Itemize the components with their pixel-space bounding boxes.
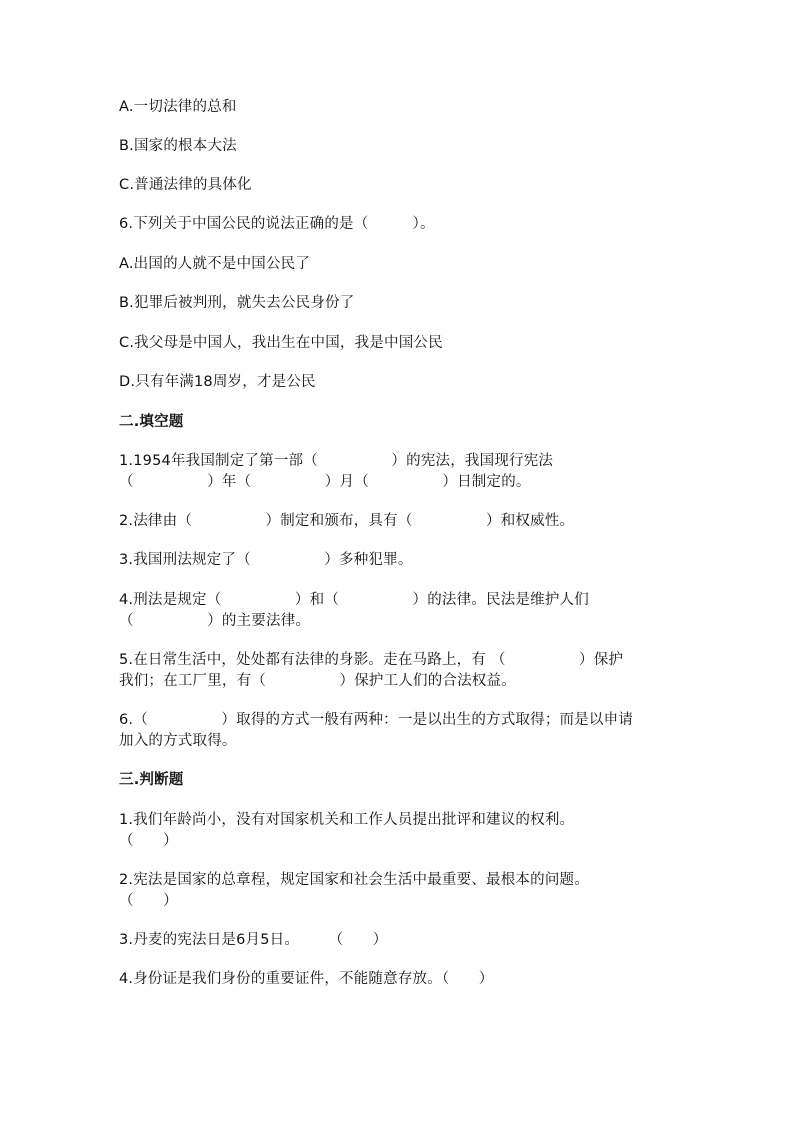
judge-q4: 4.身份证是我们身份的重要证件，不能随意存放。（ ） (119, 971, 494, 987)
fill-q1-line1: 1.1954年我国制定了第一部（ ）的宪法，我国现行宪法 (119, 453, 554, 469)
question-6-option-c: C.我父母是中国人，我出生在中国，我是中国公民 (119, 335, 443, 351)
option-c: C.普通法律的具体化 (119, 177, 252, 193)
fill-q1-line2: （ ）年（ ）月（ ）日制定的。 (119, 474, 531, 490)
fill-q4-line1: 4.刑法是规定（ ）和（ ）的法律。民法是维护人们 (119, 592, 589, 608)
judge-heading: 三.判断题 (119, 772, 184, 788)
fill-q6-line1: 6.（ ）取得的方式一般有两种：一是以出生的方式取得；而是以申请 (119, 712, 634, 728)
question-6-option-a: A.出国的人就不是中国公民了 (119, 256, 311, 272)
fill-blank-heading: 二.填空题 (119, 414, 184, 430)
question-6-option-d: D.只有年满18周岁，才是公民 (119, 374, 316, 390)
judge-q1-line2: （ ） (119, 833, 178, 849)
judge-q3: 3.丹麦的宪法日是6月5日。 （ ） (119, 932, 388, 948)
question-6-option-b: B.犯罪后被判刑，就失去公民身份了 (119, 295, 355, 311)
judge-q2-line2: （ ） (119, 893, 178, 909)
fill-q5-line2: 我们；在工厂里，有（ ）保护工人们的合法权益。 (119, 673, 516, 689)
fill-q4-line2: （ ）的主要法律。 (119, 613, 311, 629)
fill-q5-line1: 5.在日常生活中，处处都有法律的身影。走在马路上，有 （ ）保护 (119, 652, 624, 668)
question-6-stem: 6.下列关于中国公民的说法正确的是（ ）。 (119, 216, 435, 232)
fill-q6-line2: 加入的方式取得。 (119, 733, 237, 749)
fill-q2: 2.法律由（ ）制定和颁布，具有（ ）和权威性。 (119, 513, 575, 529)
fill-q3: 3.我国刑法规定了（ ）多种犯罪。 (119, 552, 413, 568)
option-a: A.一切法律的总和 (119, 99, 237, 115)
judge-q1-line1: 1.我们年龄尚小，没有对国家机关和工作人员提出批评和建议的权利。 (119, 812, 575, 828)
option-b: B.国家的根本大法 (119, 138, 237, 154)
judge-q2-line1: 2.宪法是国家的总章程，规定国家和社会生活中最重要、最根本的问题。 (119, 872, 589, 888)
